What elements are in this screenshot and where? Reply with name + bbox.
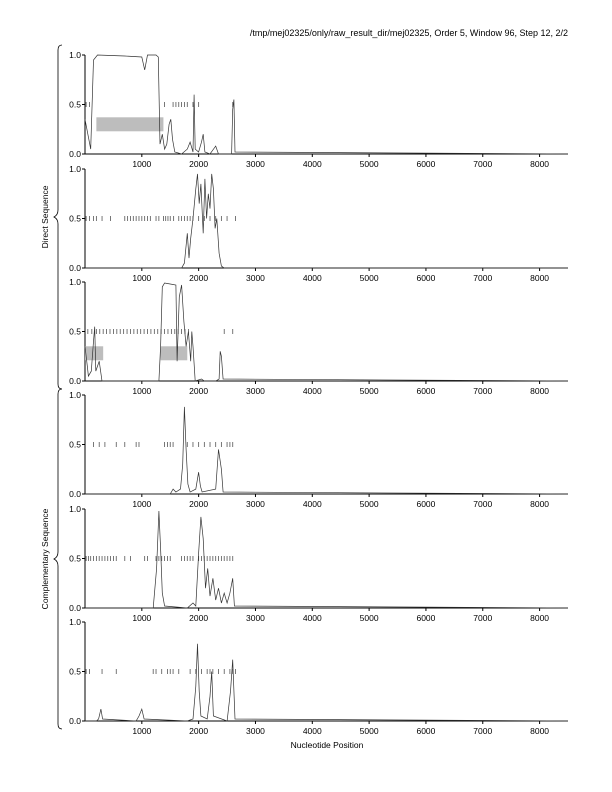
score-trace — [85, 174, 568, 268]
x-tick-label: 1000 — [132, 613, 152, 623]
x-tick-label: 4000 — [302, 613, 322, 623]
panel-6 — [69, 617, 568, 736]
x-tick-label: 8000 — [530, 386, 550, 396]
y-tick-label: 0.0 — [69, 376, 81, 386]
x-tick-label: 6000 — [416, 499, 436, 509]
score-trace — [85, 55, 568, 154]
region-bar — [161, 346, 188, 360]
complementary-group-brace — [54, 389, 62, 729]
panel-2 — [69, 164, 568, 283]
y-tick-label: 0.5 — [69, 666, 81, 677]
y-tick-label: 0.5 — [69, 213, 81, 224]
x-tick-label: 8000 — [530, 613, 550, 623]
x-tick-label: 3000 — [246, 273, 265, 283]
panel-4 — [69, 390, 568, 509]
x-tick-label: 4000 — [302, 273, 322, 283]
direct-sequence-label: Direct Sequence — [40, 185, 50, 249]
panel-3 — [69, 277, 568, 396]
x-tick-label: 7000 — [473, 726, 493, 736]
x-tick-label: 8000 — [530, 726, 550, 736]
y-tick-label: 0.5 — [69, 326, 81, 337]
x-tick-label: 8000 — [530, 273, 550, 283]
x-tick-label: 5000 — [359, 499, 379, 509]
x-tick-label: 3000 — [246, 726, 265, 736]
panels — [69, 50, 568, 736]
x-tick-label: 5000 — [359, 613, 379, 623]
x-tick-label: 4000 — [302, 159, 322, 169]
x-tick-label: 3000 — [246, 613, 265, 623]
x-tick-label: 1000 — [132, 273, 152, 283]
figure-title: /tmp/mej02325/only/raw_result_dir/mej02325, Order 5, Window 96, Step 12, 2/2 — [249, 28, 568, 38]
complementary-sequence-label: Complementary Sequence — [40, 508, 50, 610]
x-tick-label: 5000 — [359, 159, 379, 169]
x-tick-label: 4000 — [302, 386, 322, 396]
direct-group-brace — [54, 45, 62, 389]
score-trace — [85, 644, 568, 721]
x-tick-label: 2000 — [189, 273, 209, 283]
x-tick-label: 2000 — [189, 726, 209, 736]
x-axis-label: Nucleotide Position — [290, 740, 364, 750]
y-tick-label: 0.0 — [69, 263, 81, 273]
x-tick-label: 4000 — [302, 499, 322, 509]
y-tick-label: 0.5 — [69, 99, 81, 110]
x-tick-label: 1000 — [132, 499, 152, 509]
x-tick-label: 1000 — [132, 159, 152, 169]
y-tick-label: 1.0 — [69, 50, 81, 60]
x-tick-label: 6000 — [416, 273, 436, 283]
x-tick-label: 2000 — [189, 386, 209, 396]
y-tick-label: 1.0 — [69, 277, 81, 287]
x-tick-label: 7000 — [473, 386, 493, 396]
x-tick-label: 6000 — [416, 386, 436, 396]
x-tick-label: 7000 — [473, 273, 493, 283]
x-tick-label: 2000 — [189, 613, 209, 623]
x-tick-label: 8000 — [530, 159, 550, 169]
y-tick-label: 1.0 — [69, 390, 81, 400]
x-tick-label: 7000 — [473, 499, 493, 509]
x-tick-label: 6000 — [416, 159, 436, 169]
x-tick-label: 5000 — [359, 273, 379, 283]
region-bar — [96, 117, 163, 131]
x-tick-label: 5000 — [359, 726, 379, 736]
y-tick-label: 1.0 — [69, 617, 81, 627]
x-tick-label: 8000 — [530, 499, 550, 509]
x-tick-label: 7000 — [473, 613, 493, 623]
x-tick-label: 3000 — [246, 159, 265, 169]
panel-1 — [69, 50, 568, 169]
y-tick-label: 1.0 — [69, 164, 81, 174]
x-tick-label: 1000 — [132, 726, 152, 736]
x-tick-label: 4000 — [302, 726, 322, 736]
x-tick-label: 6000 — [416, 726, 436, 736]
x-tick-label: 2000 — [189, 159, 209, 169]
x-tick-label: 6000 — [416, 613, 436, 623]
x-tick-label: 5000 — [359, 386, 379, 396]
score-trace — [85, 407, 568, 494]
x-tick-label: 7000 — [473, 159, 493, 169]
x-tick-label: 2000 — [189, 499, 209, 509]
y-tick-label: 0.0 — [69, 603, 81, 613]
panel-5 — [69, 504, 568, 623]
y-tick-label: 0.0 — [69, 716, 81, 726]
y-tick-label: 0.5 — [69, 553, 81, 564]
x-tick-label: 3000 — [246, 499, 265, 509]
y-tick-label: 0.0 — [69, 149, 81, 159]
score-trace — [85, 511, 568, 608]
x-tick-label: 1000 — [132, 386, 152, 396]
x-tick-label: 3000 — [246, 386, 265, 396]
region-bar — [85, 346, 103, 360]
y-tick-label: 1.0 — [69, 504, 81, 514]
y-tick-label: 0.0 — [69, 489, 81, 499]
y-tick-label: 0.5 — [69, 439, 81, 450]
